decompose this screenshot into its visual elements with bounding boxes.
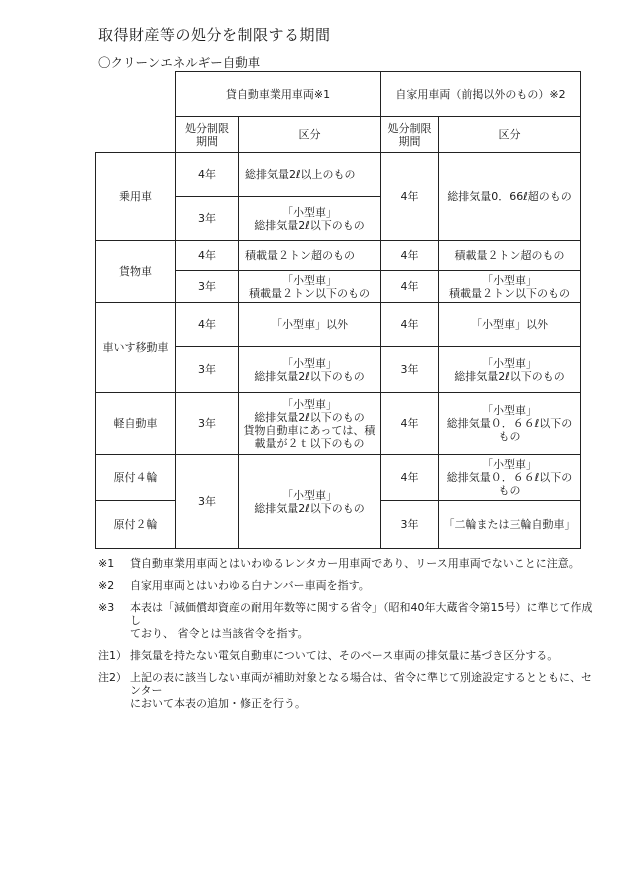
cell-category: 「小型車」以外 [439, 303, 581, 347]
footnote [98, 671, 598, 710]
disposal-period-table [95, 71, 581, 549]
footnote [98, 557, 598, 570]
row-label-wheelchair: 車いす移動車 [96, 303, 176, 393]
cell-category: 「小型車」 総排気量2ℓ以下のもの [239, 347, 381, 393]
header-commercial-period: 処分制限 期間 [176, 117, 239, 153]
cell-period: 4年 [381, 393, 439, 455]
section-heading: 〇クリーンエネルギー自動車 [98, 55, 261, 70]
cell-period: 4年 [176, 153, 239, 197]
header-private-category: 区分 [439, 117, 581, 153]
footnote-mark: 注1） [98, 649, 127, 662]
footnote-text: 本表は「減価償却資産の耐用年数等に関する省令」（昭和40年大蔵省令第15号）に準じて作成し ており、 省令とは当該省令を指す。 [130, 601, 593, 640]
cell-category: 「小型車」 総排気量2ℓ以下のもの [239, 197, 381, 241]
footnote-mark: ※3 [98, 601, 115, 614]
cell-period: 3年 [176, 455, 239, 549]
footnote-text: 上記の表に該当しない車両が補助対象となる場合は、省令に準じて別途設定するとともに、センター において本表の追加・修正を行う。 [130, 671, 592, 710]
corner-cell [96, 72, 176, 153]
footnote-text: 自家用車両とはいわゆる白ナンバー車両を指す。 [130, 579, 370, 592]
header-commercial-category: 区分 [239, 117, 381, 153]
footnote-mark: 注2） [98, 671, 127, 684]
row-label-cargo: 貨物車 [96, 241, 176, 303]
cell-category: 積載量２トン超のもの [439, 241, 581, 271]
cell-period: 3年 [176, 271, 239, 303]
cell-category: 「小型車」 総排気量2ℓ以下のもの 貨物自動車にあっては、積 載量が２ｔ以下のもの [239, 393, 381, 455]
footnote [98, 601, 598, 640]
row-label-passenger: 乗用車 [96, 153, 176, 241]
cell-period: 4年 [381, 153, 439, 241]
cell-category: 総排気量2ℓ以上のもの [239, 153, 381, 197]
cell-period: 4年 [381, 303, 439, 347]
header-private-period: 処分制限 期間 [381, 117, 439, 153]
header-private: 自家用車両（前掲以外のもの）※2 [381, 72, 581, 117]
row-label-gentsuki2: 原付２輪 [96, 501, 176, 549]
footnote [98, 649, 598, 662]
cell-category: 「小型車」以外 [239, 303, 381, 347]
cell-period: 4年 [176, 241, 239, 271]
cell-category: 「小型車」 総排気量０．６６ℓ以下の もの [439, 393, 581, 455]
cell-category: 「二輪または三輪自動車」 [439, 501, 581, 549]
cell-period: 4年 [381, 455, 439, 501]
page-title: 取得財産等の処分を制限する期間 [98, 26, 331, 44]
cell-period: 3年 [176, 393, 239, 455]
cell-category: 総排気量0．66ℓ超のもの [439, 153, 581, 241]
cell-category: 「小型車」 総排気量2ℓ以下のもの [239, 455, 381, 549]
cell-period: 4年 [381, 241, 439, 271]
row-label-light: 軽自動車 [96, 393, 176, 455]
cell-period: 3年 [381, 501, 439, 549]
footnote-mark: ※2 [98, 579, 115, 592]
footnote-text: 貸自動車業用車両とはいわゆるレンタカー用車両であり、リース用車両でないことに注意。 [130, 557, 580, 570]
cell-period: 4年 [176, 303, 239, 347]
row-label-gentsuki4: 原付４輪 [96, 455, 176, 501]
cell-period: 3年 [176, 347, 239, 393]
footnote-text: 排気量を持たない電気自動車については、そのベース車両の排気量に基づき区分する。 [130, 649, 559, 662]
cell-category: 「小型車」 総排気量2ℓ以下のもの [439, 347, 581, 393]
cell-period: 3年 [381, 347, 439, 393]
cell-period: 4年 [381, 271, 439, 303]
cell-category: 積載量２トン超のもの [239, 241, 381, 271]
cell-category: 「小型車」 積載量２トン以下のもの [239, 271, 381, 303]
header-commercial: 貸自動車業用車両※1 [176, 72, 381, 117]
footnotes [98, 557, 598, 719]
cell-category: 「小型車」 総排気量０．６６ℓ以下の もの [439, 455, 581, 501]
cell-category: 「小型車」 積載量２トン以下のもの [439, 271, 581, 303]
cell-period: 3年 [176, 197, 239, 241]
footnote-mark: ※1 [98, 557, 115, 570]
footnote [98, 579, 598, 592]
